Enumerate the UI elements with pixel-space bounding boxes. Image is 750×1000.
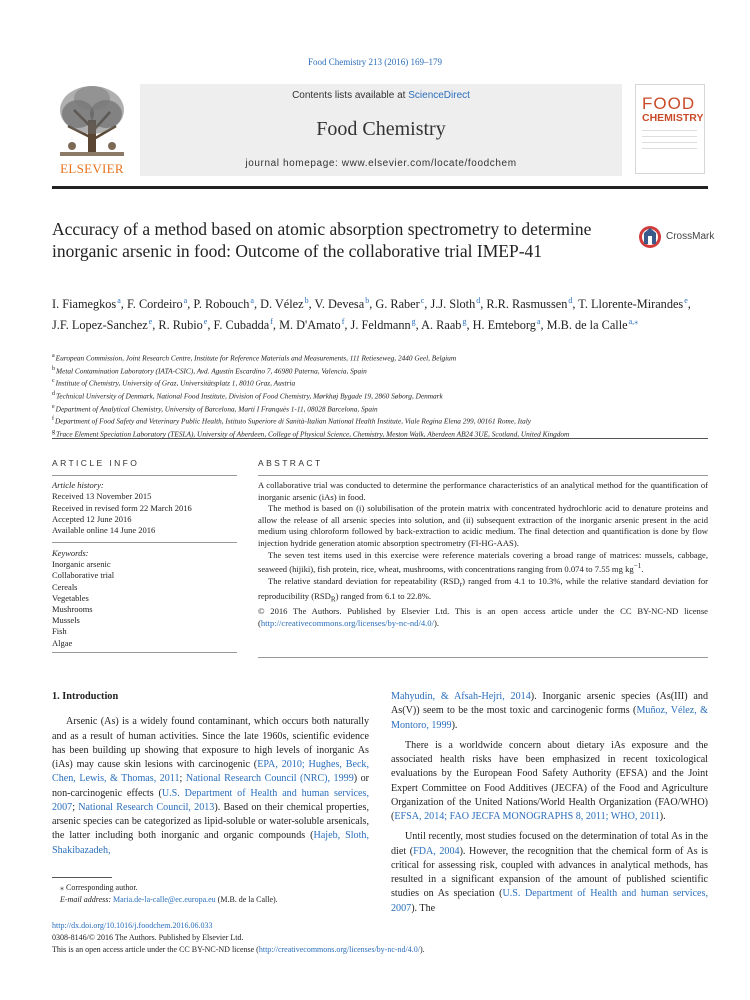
author-name: J.J. Sloth <box>430 297 476 312</box>
crossmark-badge[interactable] <box>638 224 718 250</box>
history-accepted: Accepted 12 June 2016 <box>52 513 132 524</box>
keyword: Fish <box>52 626 67 637</box>
article-info-rule <box>52 475 237 476</box>
publication-info <box>52 920 708 956</box>
citation-link[interactable]: Muñoz, Vélez, & Montoro, 1999 <box>391 705 708 731</box>
author[interactable] <box>127 297 187 311</box>
article-title: Accuracy of a method based on atomic absorption spectrometry to determine inorganic arsenic in food: Outcome of the collaborative trial IMEP-41 <box>52 219 592 261</box>
history-online: Available online 14 June 2016 <box>52 525 156 536</box>
author-name: H. Emteborg <box>472 318 536 333</box>
keyword: Inorganic arsenic <box>52 559 111 570</box>
license-link[interactable]: http://creativecommons.org/licenses/by-nc-nd/4.0/ <box>258 945 420 954</box>
author-name: G. Raber <box>375 297 420 312</box>
citation-link[interactable]: U.S. Department of Health and human services, 2007 <box>391 888 708 914</box>
keywords-label: Keywords: <box>52 548 89 558</box>
body-paragraph: Mahyudin, & Afsah-Hejri, 2014). Inorganic arsenic species (As(III) and As(V)) seem to be the most toxic and carcinogenic forms (Muñoz, Vélez, & Montoro, 1999). <box>391 691 708 731</box>
journal-cover-thumbnail[interactable] <box>635 84 705 174</box>
citation-link[interactable]: Mahyudin, & Afsah-Hejri, 2014 <box>391 691 531 702</box>
author[interactable] <box>375 297 424 311</box>
author[interactable] <box>52 297 121 311</box>
abstract-paragraph: A collaborative trial was conducted to determine the performance characteristics of an analytical method for the quantification of inorganic arsenic (iAs) in food. <box>258 480 708 502</box>
abstract-body <box>258 480 708 629</box>
citation-link[interactable]: EFSA, 2014; FAO JECFA MONOGRAPHS 8, 2011; WHO, 2011 <box>394 811 660 822</box>
history-revised: Received in revised form 22 March 2016 <box>52 502 192 513</box>
affiliation: $^a$European Commission, Joint Research Centre, Institute for Reference Materials and Measurements, 111 Retieseweg, 2440 Geel, Belgium <box>52 353 457 363</box>
contents-line <box>140 90 622 101</box>
author-name: V. Devesa <box>314 297 365 312</box>
article-info-heading: ARTICLE INFO <box>52 458 140 468</box>
citation-link[interactable]: EPA, 2010; Hughes, Beck, Chen, Lewis, & Thomas, 2011 <box>52 759 370 785</box>
citation-link[interactable]: Hajeb, Sloth, Shakibazadeh, <box>52 830 369 856</box>
abstract-paragraph: The seven test items used in this exercise were reference materials covering a broad range of matrices: mussels, cabbage, seaweed (hijiki), fish protein, rice, wheat, mushrooms, with concentrations ranging from 0.074 to 7.55 mg $kg^{-1}$. <box>258 549 708 575</box>
crossmark-label: CrossMark <box>666 231 715 242</box>
author-affiliation-marker[interactable]: g <box>411 317 416 327</box>
author-name: I. Fiamegkos <box>52 297 117 312</box>
author-name: J. Feldmann <box>350 318 411 333</box>
affiliation: $^d$Technical University of Denmark, National Food Institute, Division of Food Chemistry, Mørkhøj Bygade 19, 2860 Søborg, Denmark <box>52 390 443 401</box>
author-name: T. Llorente-Mirandes <box>578 297 684 312</box>
body-column-left <box>52 690 369 858</box>
footnote-rule <box>52 877 112 878</box>
affiliation-rule <box>52 438 708 439</box>
author[interactable] <box>193 297 254 311</box>
article-history <box>52 480 237 536</box>
elsevier-wordmark[interactable]: ELSEVIER <box>60 161 124 176</box>
author-name: F. Cordeiro <box>126 297 183 312</box>
email-link[interactable]: Maria.de-la-calle@ec.europa.eu <box>113 895 216 904</box>
keyword: Vegetables <box>52 592 89 603</box>
author-name: D. Vélez <box>260 297 304 312</box>
journal-name: Food Chemistry <box>316 118 446 140</box>
author-name: M. D'Amato <box>279 318 341 333</box>
contents-prefix: Contents lists available at <box>292 90 409 101</box>
author[interactable] <box>315 297 370 311</box>
sciencedirect-link[interactable]: ScienceDirect <box>408 90 470 101</box>
affiliation: $^e$Department of Analytical Chemistry, University of Barcelona, Martí I Franquès 1-11, 08028 Barcelona, Spain <box>52 403 378 413</box>
history-label: Article history: <box>52 480 104 490</box>
section-heading-introduction: 1. Introduction <box>52 691 119 702</box>
author-affiliation-marker[interactable]: a <box>117 296 121 305</box>
history-received: Received 13 November 2015 <box>52 491 152 502</box>
author[interactable] <box>52 318 152 332</box>
author-affiliation-marker[interactable]: d <box>476 296 481 305</box>
author-name: P. Robouch <box>193 297 250 312</box>
author[interactable] <box>421 318 466 332</box>
author-affiliation-marker[interactable]: a <box>250 296 254 305</box>
journal-banner <box>140 84 622 176</box>
article-info-bottom-rule <box>52 652 237 653</box>
keyword: Cereals <box>52 581 78 592</box>
author-affiliation-marker[interactable]: d <box>568 296 573 305</box>
open-access-line: This is an open access article under the CC BY-NC-ND license (http://creativecommons.org/licenses/by-nc-nd/4.0/). <box>52 945 425 954</box>
abstract-heading: ABSTRACT <box>258 458 323 468</box>
keyword: Mushrooms <box>52 604 93 615</box>
author-affiliation-marker[interactable]: e <box>684 296 688 305</box>
author-affiliation-marker[interactable]: b <box>304 296 309 305</box>
author[interactable] <box>486 297 572 311</box>
author-name: J.F. Lopez-Sanchez <box>52 318 148 333</box>
homepage-prefix: journal homepage: <box>245 158 342 169</box>
citation-link[interactable]: National Research Council, 2013 <box>78 801 215 813</box>
author-affiliation-marker[interactable]: e <box>148 317 153 327</box>
homepage-link[interactable]: www.elsevier.com/locate/foodchem <box>341 158 517 169</box>
keyword: Algae <box>52 637 73 648</box>
cover-title-food: FOOD <box>642 94 696 113</box>
author-affiliation-marker[interactable]: a,⁎ <box>628 317 639 327</box>
doi-link[interactable]: http://dx.doi.org/10.1016/j.foodchem.2016.06.033 <box>52 921 213 930</box>
body-column-right <box>391 690 708 916</box>
keyword: Mussels <box>52 615 80 626</box>
cover-decoration <box>642 130 697 154</box>
footnotes <box>52 882 372 906</box>
author[interactable] <box>158 318 207 332</box>
keyword-list <box>52 548 237 649</box>
author-list: I. Fiamegkos$^a$, F. Cordeiro$^a$, P. Robouch$^a$, D. Vélez$^b$, V. Devesa$^b$, G. Raber$^c$, J.J. Sloth$^d$, R.R. Rasmussen$^d$, T. Llorente-Mirandes$^e$, J.F. Lopez-Sanchez$^e$, R. Rubio$^e$, F. Cubadda$^f$, M. D'Amato$^f$, J. Feldmann$^g$, A. Raab$^g$, H. Emteborg$^a$, M.B. de la Calle$^{a,⁎}$ <box>52 296 691 333</box>
abstract-bottom-rule <box>258 657 708 658</box>
author[interactable] <box>547 318 639 332</box>
abstract-rule <box>258 475 708 476</box>
author[interactable] <box>473 318 541 332</box>
author-name: R. Rubio <box>158 318 203 333</box>
author-affiliation-marker[interactable]: a <box>183 296 188 305</box>
citation-link[interactable]: U.S. Department of Health and human services, 2007 <box>52 787 369 813</box>
journal-reference[interactable]: Food Chemistry 213 (2016) 169–179 <box>308 57 442 67</box>
author[interactable] <box>430 297 480 311</box>
author-affiliation-marker[interactable]: f <box>341 317 345 327</box>
body-paragraph: There is a worldwide concern about dietary iAs exposure and the associated health risks have been emphasized in recent toxicological evaluations by the European Food Safety Authority (EFSA) and the Joint Expert Committee on Food Additives (JECFA) of the Food and Agriculture Organization of the United Nations/World Health Organization (FAO/WHO) (EFSA, 2014; FAO JECFA MONOGRAPHS 8, 2011; WHO, 2011). <box>391 739 708 822</box>
affiliation: $^g$Trace Element Speciation Laboratory (TESLA), University of Aberdeen, College of Physical Science, Chemistry, Meston Walk, Aberdeen AB24 3UE, Scotland, United Kingdom <box>52 428 570 439</box>
issn-line: 0308-8146/© 2016 The Authors. Published by Elsevier Ltd. <box>52 933 244 942</box>
affiliation: $^b$Metal Contamination Laboratory (IATA-CSIC), Avd. Agustín Escardino 7, 46980 Paterna, Valencia, Spain <box>52 365 367 376</box>
author-affiliation-marker[interactable]: g <box>462 317 467 327</box>
author[interactable] <box>351 318 416 332</box>
journal-homepage <box>140 158 622 169</box>
author[interactable] <box>260 297 308 311</box>
author-name: A. Raab <box>421 318 462 333</box>
affiliation: $^f$Department of Food Safety and Veterinary Public Health, Istituto Superiore di Sanità-Italian National Health Institute, Viale Regina Elena 299, 00161 Rome, Italy <box>52 416 532 426</box>
author-affiliation-marker[interactable]: b <box>365 296 370 305</box>
keyword: Collaborative trial <box>52 570 115 581</box>
author-name: M.B. de la Calle <box>546 318 628 333</box>
masthead <box>52 80 708 185</box>
license-link[interactable]: http://creativecommons.org/licenses/by-nc-nd/4.0/ <box>260 617 434 628</box>
cover-title-chemistry: CHEMISTRY <box>642 112 704 124</box>
citation-link[interactable]: National Research Council (NRC), 1999 <box>185 773 354 785</box>
citation-link[interactable]: FDA, 2004 <box>413 845 460 857</box>
author[interactable] <box>214 318 273 332</box>
author-affiliation-marker[interactable]: e <box>203 317 208 327</box>
author[interactable] <box>279 318 344 332</box>
email-note: E-mail address: Maria.de-la-calle@ec.europa.eu (M.B. de la Calle). <box>60 895 278 904</box>
abstract-copyright: © 2016 The Authors. Published by Elsevier Ltd. This is an open access article under the CC BY-NC-ND license (http://creativecommons.org/licenses/by-nc-nd/4.0/). <box>258 606 708 628</box>
abstract-paragraph: The method is based on (i) solubilisation of the protein matrix with concentrated hydrochloric acid to denature proteins and allow the release of all arsenic species into solution, and (ii) subsequent extraction of the inorganic arsenic present in the acid medium using chloroform followed by back-extraction to acidic medium. The final detection and quantification is done by flow injection hydride generation atomic absorption spectrometry (FI-HG-AAS). <box>258 503 708 548</box>
author-name: F. Cubadda <box>213 318 270 333</box>
author[interactable] <box>578 297 688 311</box>
corresponding-author-note: ⁎ Corresponding author. <box>60 883 138 892</box>
abstract-paragraph: The relative standard deviation for repeatability $(RSD_r)$ ranged from 4.1 to 10.3%, while the relative standard deviation for reproducibility $(RSD_R)$ ranged from 6.1 to 22.8%. <box>258 575 708 604</box>
author-affiliation-marker[interactable]: a <box>536 317 541 327</box>
body-paragraph: Arsenic (As) is a widely found contaminant, which occurs both naturally and as a result of human activities. Since the late 1960s, scientific evidence has been building up showing that exposure to high levels of inorganic As (iAs) may cause skin lesions with carcinogenic (EPA, 2010; Hughes, Beck, Chen, Lewis, & Thomas, 2011; National Research Council (NRC), 1999) or non-carcinogenic effects (U.S. Department of Health and human services, 2007; National Research Council, 2013). Based on their chemical properties, arsenic species can be categorized as lipid-soluble or water-soluble arsenicals, the latter including both inorganic and organic compounds (Hajeb, Sloth, Shakibazadeh, <box>52 716 370 856</box>
affiliation: $^c$Institute of Chemistry, University of Graz, Universitätsplatz 1, 8010 Graz, Austria <box>52 378 296 388</box>
author-affiliation-marker[interactable]: c <box>420 296 425 305</box>
author-affiliation-marker[interactable]: f <box>270 317 273 327</box>
header-rule <box>52 186 708 189</box>
body-paragraph: Until recently, most studies focused on the determination of total As in the diet (FDA, 2004). However, the recognition that the chemical form of As is critical for assessing risk, coupled with advances in analytical methods, has resulted in a significant expansion of the amount of published scientific studies on As speciation (U.S. Department of Health and human services, 2007). The <box>391 831 708 914</box>
keywords-rule <box>52 542 237 543</box>
author-name: R.R. Rasmussen <box>486 297 568 312</box>
affiliation-list <box>52 351 708 439</box>
crossmark-icon <box>638 224 662 250</box>
